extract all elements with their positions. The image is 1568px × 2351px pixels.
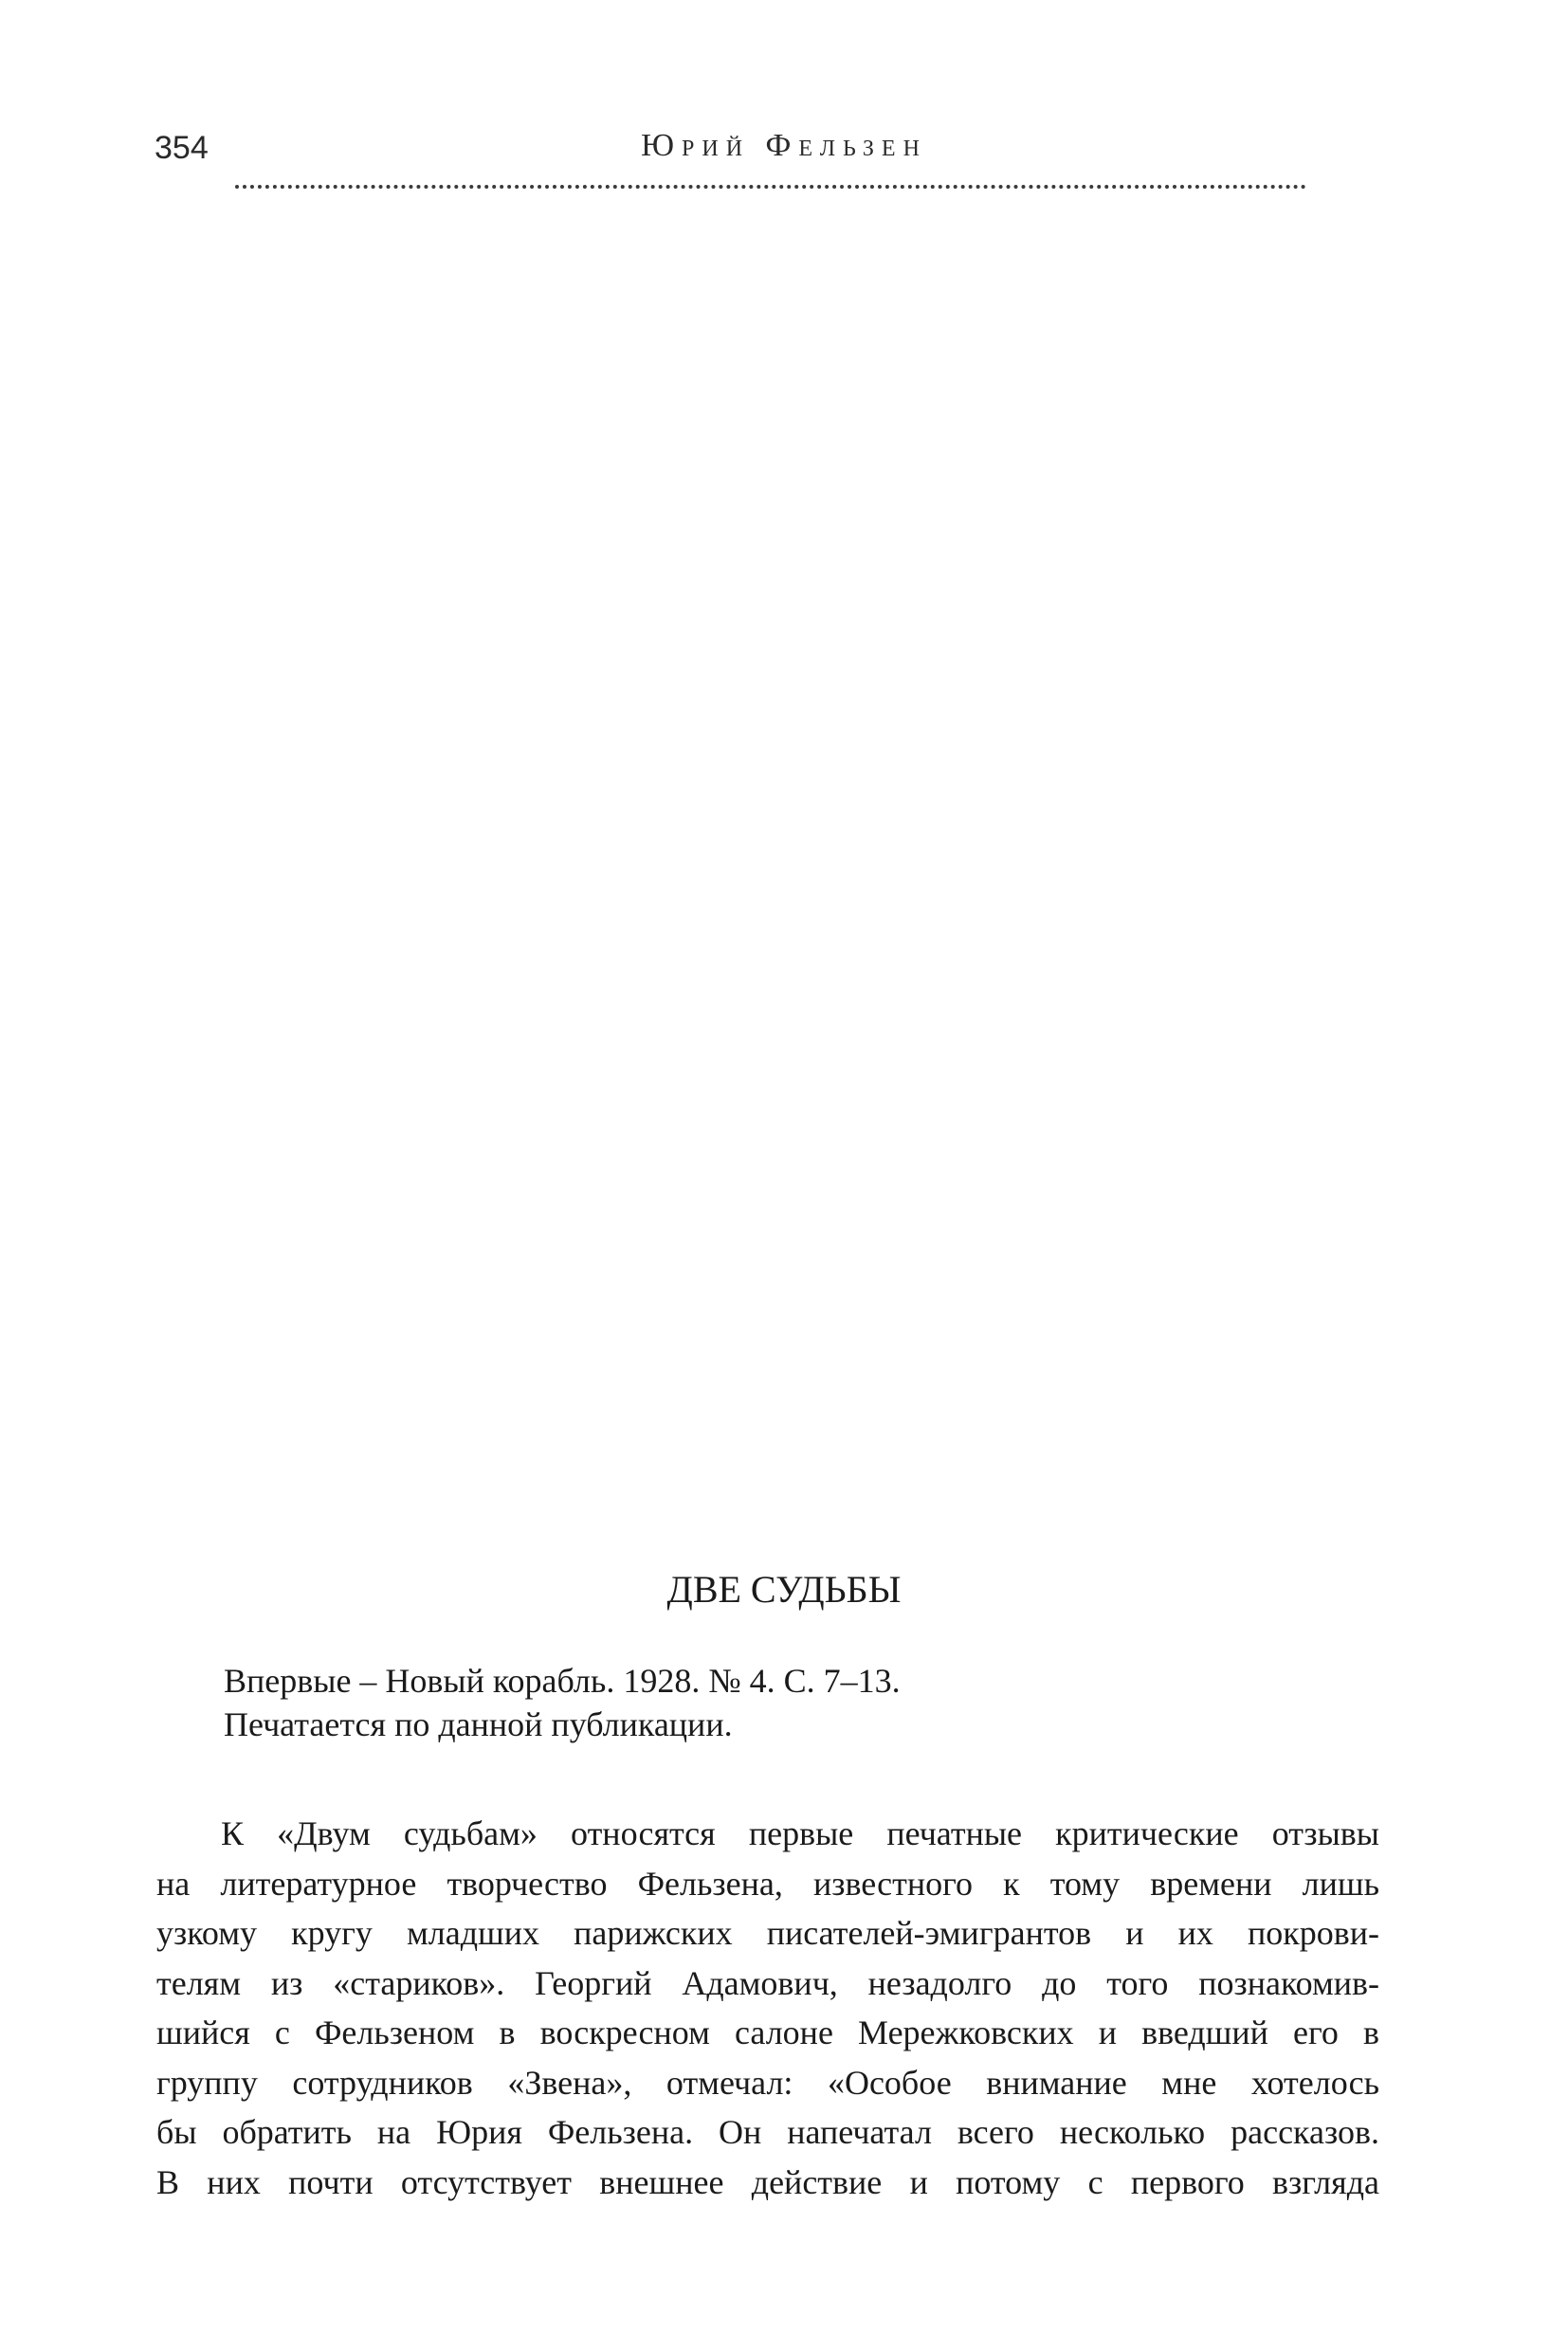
- body-line: группу сотрудников «Звена», отмечал: «Особое внимание мне хотелось: [156, 2063, 1379, 2102]
- page-number: 354: [155, 130, 209, 166]
- publication-note-second: Печатается по данной публикации.: [224, 1705, 733, 1743]
- body-line: шийся с Фельзеном в воскресном салоне Мережковских и введший его в: [156, 2014, 1379, 2051]
- body-line: на литературное творчество Фельзена, известного к тому времени лишь: [156, 1864, 1379, 1903]
- body-line: В них почти отсутствует внешнее действие и потому с первого взгляда: [156, 2162, 1379, 2201]
- body-line: телям из «стариков». Георгий Адамович, незадолго до того познакомив-: [156, 1963, 1379, 2002]
- body-line: К «Двум судьбам» относятся первые печатные критические отзывы: [221, 1814, 1379, 1852]
- dotted-rule: [235, 185, 1306, 189]
- running-head-author: Юрий Фельзен: [641, 128, 927, 163]
- body-line: узкому кругу младших парижских писателей-эмигрантов и их покрови-: [156, 1914, 1379, 1952]
- publication-note-first: Впервые – Новый корабль. 1928. № 4. С. 7–13.: [224, 1662, 901, 1700]
- section-title: ДВЕ СУДЬБЫ: [666, 1568, 902, 1611]
- running-head: [0, 0, 1568, 209]
- publication-note: [224, 1659, 1380, 1746]
- body-paragraph: [156, 1809, 1379, 2207]
- body-line: бы обратить на Юрия Фельзена. Он напечатал всего несколько рассказов.: [156, 2113, 1379, 2151]
